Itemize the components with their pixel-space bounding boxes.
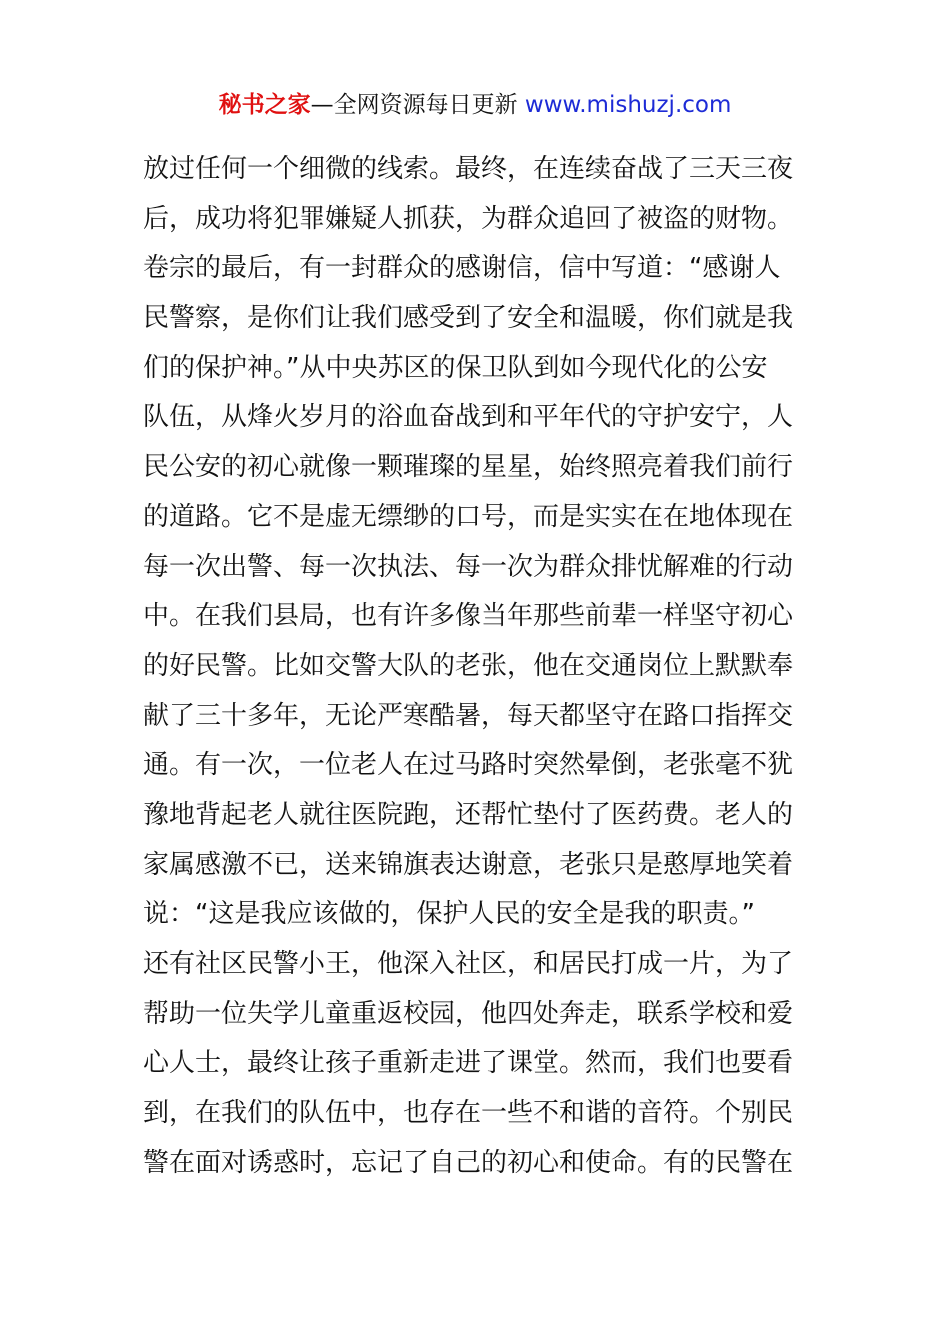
body-line: 献了三十多年，无论严寒酷暑，每天都坚守在路口指挥交 [143, 700, 794, 731]
body-line: 的好民警。比如交警大队的老张，他在交通岗位上默默奉 [143, 650, 794, 681]
body-line: 每一次出警、每一次执法、每一次为群众排忧解难的行动 [143, 551, 794, 582]
body-line: 心人士，最终让孩子重新走进了课堂。然而，我们也要看 [143, 1048, 794, 1079]
page-header [0, 88, 950, 122]
body-line: 中。在我们县局，也有许多像当年那些前辈一样坚守初心 [143, 601, 794, 632]
brand-name: 秘书之家 [218, 92, 311, 118]
body-line: 到，在我们的队伍中，也存在一些不和谐的音符。个别民 [143, 1098, 794, 1129]
body-line: 说：“这是我应该做的，保护人民的安全是我的职责。” [143, 899, 755, 930]
body-line: 警在面对诱惑时，忘记了自己的初心和使命。有的民警在 [143, 1147, 794, 1178]
body-line: 的道路。它不是虚无缥缈的口号，而是实实在在地体现在 [143, 501, 794, 532]
body-line: 通。有一次，一位老人在过马路时突然晕倒，老张毫不犹 [143, 750, 794, 781]
body-line: 后，成功将犯罪嫌疑人抓获，为群众追回了被盗的财物。 [143, 203, 794, 234]
body-line: 民警察，是你们让我们感受到了安全和温暖，你们就是我 [143, 303, 794, 334]
body-line: 豫地背起老人就往医院跑，还帮忙垫付了医药费。老人的 [143, 799, 794, 830]
body-line: 家属感激不已，送来锦旗表达谢意，老张只是憨厚地笑着 [143, 849, 794, 880]
website-link[interactable]: www.mishuzj.com [524, 92, 732, 118]
body-line: 们的保护神。”从中央苏区的保卫队到如今现代化的公安 [143, 352, 768, 383]
body-line: 卷宗的最后，有一封群众的感谢信，信中写道：“感谢人 [143, 253, 781, 284]
body-line: 民公安的初心就像一颗璀璨的星星，始终照亮着我们前行 [143, 452, 794, 483]
body-line: 队伍，从烽火岁月的浴血奋战到和平年代的守护安宁，人 [143, 402, 794, 433]
body-line: 放过任何一个细微的线索。最终，在连续奋战了三天三夜 [143, 154, 794, 184]
header-tagline: —全网资源每日更新 [310, 92, 518, 118]
body-line: 帮助一位失学儿童重返校园，他四处奔走，联系学校和爱 [143, 998, 794, 1029]
document-body [143, 145, 813, 1188]
body-line: 还有社区民警小王，他深入社区，和居民打成一片，为了 [143, 949, 794, 979]
